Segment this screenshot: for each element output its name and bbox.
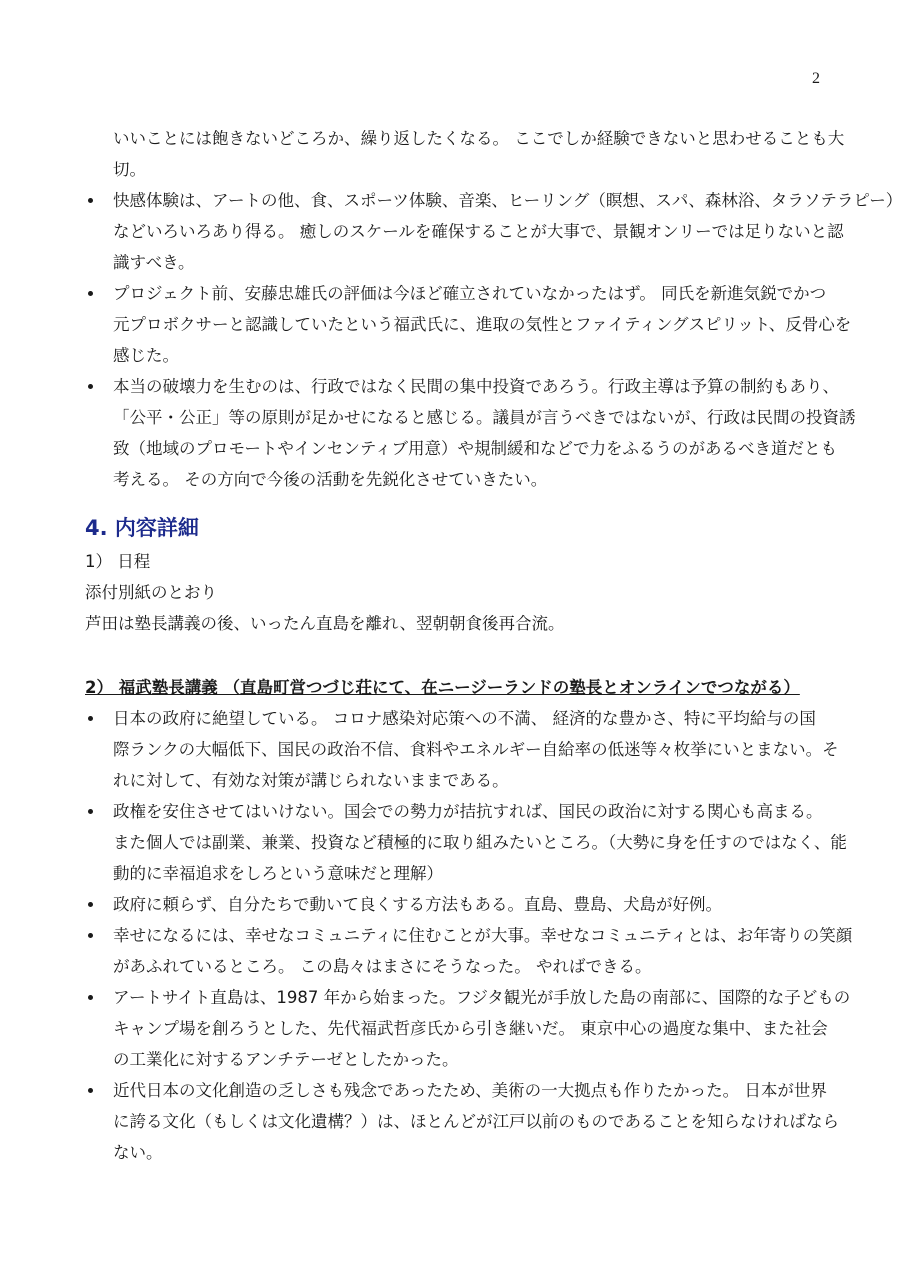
text-line: 快感体験は、アートの他、食、スポーツ体験、音楽、ヒーリング（瞑想、スパ、森林浴、タラソテラピー） bbox=[113, 191, 903, 210]
text-line: 考える。 その方向で今後の活動を先鋭化させていきたい。 bbox=[113, 470, 548, 489]
text-line: また個人では副業、兼業、投資など積極的に取り組みたいところ。（大勢に身を任すのではなく、能 bbox=[113, 833, 847, 852]
text-line: いいことには飽きないどころか、繰り返したくなる。 ここでしか経験できないと思わせることも大 bbox=[113, 129, 845, 148]
list-item bbox=[85, 278, 852, 371]
text-line: 際ランクの大幅低下、国民の政治不信、食料やエネルギー自給率の低迷等々枚挙にいとまない。そ bbox=[113, 740, 839, 759]
text-line: アートサイト直島は、1987 年から始まった。フジタ観光が手放した島の南部に、国際的な子どもの bbox=[113, 988, 851, 1007]
list-item bbox=[85, 1075, 845, 1168]
text-line: プロジェクト前、安藤忠雄氏の評価は今ほど確立されていなかったはず。 同氏を新進気鋭でかつ bbox=[113, 284, 827, 303]
text-line: 切。 bbox=[113, 160, 146, 179]
list-item bbox=[85, 371, 856, 495]
list-item bbox=[85, 889, 845, 920]
bullet-list-top bbox=[85, 185, 903, 495]
text-line: 政府に頼らず、自分たちで動いて良くする方法もある。直島、豊島、犬島が好例。 bbox=[113, 895, 723, 914]
list-item bbox=[85, 982, 851, 1075]
subheading-schedule: 1） 日程 bbox=[85, 552, 151, 571]
text-line: キャンプ場を創ろうとした、先代福武哲彦氏から引き継いだ。 東京中心の過度な集中、また社会 bbox=[113, 1019, 828, 1038]
text-line: れに対して、有効な対策が講じられないままである。 bbox=[113, 771, 509, 790]
list-item bbox=[85, 920, 853, 982]
text-line: 本当の破壊力を生むのは、行政ではなく民間の集中投資であろう。行政主導は予算の制約もあり、 bbox=[113, 377, 839, 396]
text-line: 政権を安住させてはいけない。国会での勢力が拮抗すれば、国民の政治に対する関心も高まる。 bbox=[113, 802, 823, 821]
text-line: などいろいろあり得る。 癒しのスケールを確保することが大事で、景観オンリーでは足りないと認 bbox=[113, 222, 844, 241]
text-line: の工業化に対するアンチテーゼとしたかった。 bbox=[113, 1050, 459, 1069]
text-line: ない。 bbox=[113, 1143, 163, 1162]
page-number: 2 bbox=[812, 70, 820, 87]
continuation-paragraph bbox=[85, 123, 845, 185]
text-line: 動的に幸福追求をしろという意味だと理解） bbox=[113, 864, 443, 883]
text-line: 「公平・公正」等の原則が足かせになると感じる。議員が言うべきではないが、行政は民間の投資誘 bbox=[113, 408, 856, 427]
text-line: 感じた。 bbox=[113, 346, 179, 365]
text-line: があふれているところ。 この島々はまさにそうなった。 やればできる。 bbox=[113, 957, 652, 976]
text-line: に誇る文化（もしくは文化遺構？）は、ほとんどが江戸以前のものであることを知らなければなら bbox=[113, 1112, 839, 1131]
text-line: 芦田は塾長講義の後、いったん直島を離れ、翌朝朝食後再合流。 bbox=[85, 614, 565, 633]
text-line: 幸せになるには、幸せなコミュニティに住むことが大事。幸せなコミュニティとは、お年寄りの笑顔 bbox=[113, 926, 853, 945]
text-line: 近代日本の文化創造の乏しさも残念であったため、美術の一大拠点も作りたかった。 日本が世界 bbox=[113, 1081, 827, 1100]
list-item bbox=[85, 796, 845, 889]
subheading-lecture: 2） 福武塾長講義 （直島町営つづじ荘にて、在ニージーランドの塾長とオンラインでつながる） bbox=[85, 678, 800, 697]
schedule-text bbox=[85, 577, 845, 639]
text-line: 元プロボクサーと認識していたという福武氏に、進取の気性とファイティングスピリット、反骨心を bbox=[113, 315, 852, 334]
text-line: 添付別紙のとおり bbox=[85, 583, 217, 602]
section-heading: 4. 内容詳細 bbox=[85, 516, 199, 540]
list-item bbox=[85, 185, 903, 278]
text-line: 致（地域のプロモートやインセンティブ用意）や規制緩和などで力をふるうのがあるべき道だとも bbox=[113, 439, 838, 458]
text-line: 日本の政府に絶望している。 コロナ感染対応策への不満、 経済的な豊かさ、特に平均給与の国 bbox=[113, 709, 816, 728]
list-item bbox=[85, 703, 845, 796]
text-line: 識すべき。 bbox=[113, 253, 195, 272]
document-body bbox=[85, 123, 903, 1168]
bullet-list-lecture bbox=[85, 703, 853, 1168]
